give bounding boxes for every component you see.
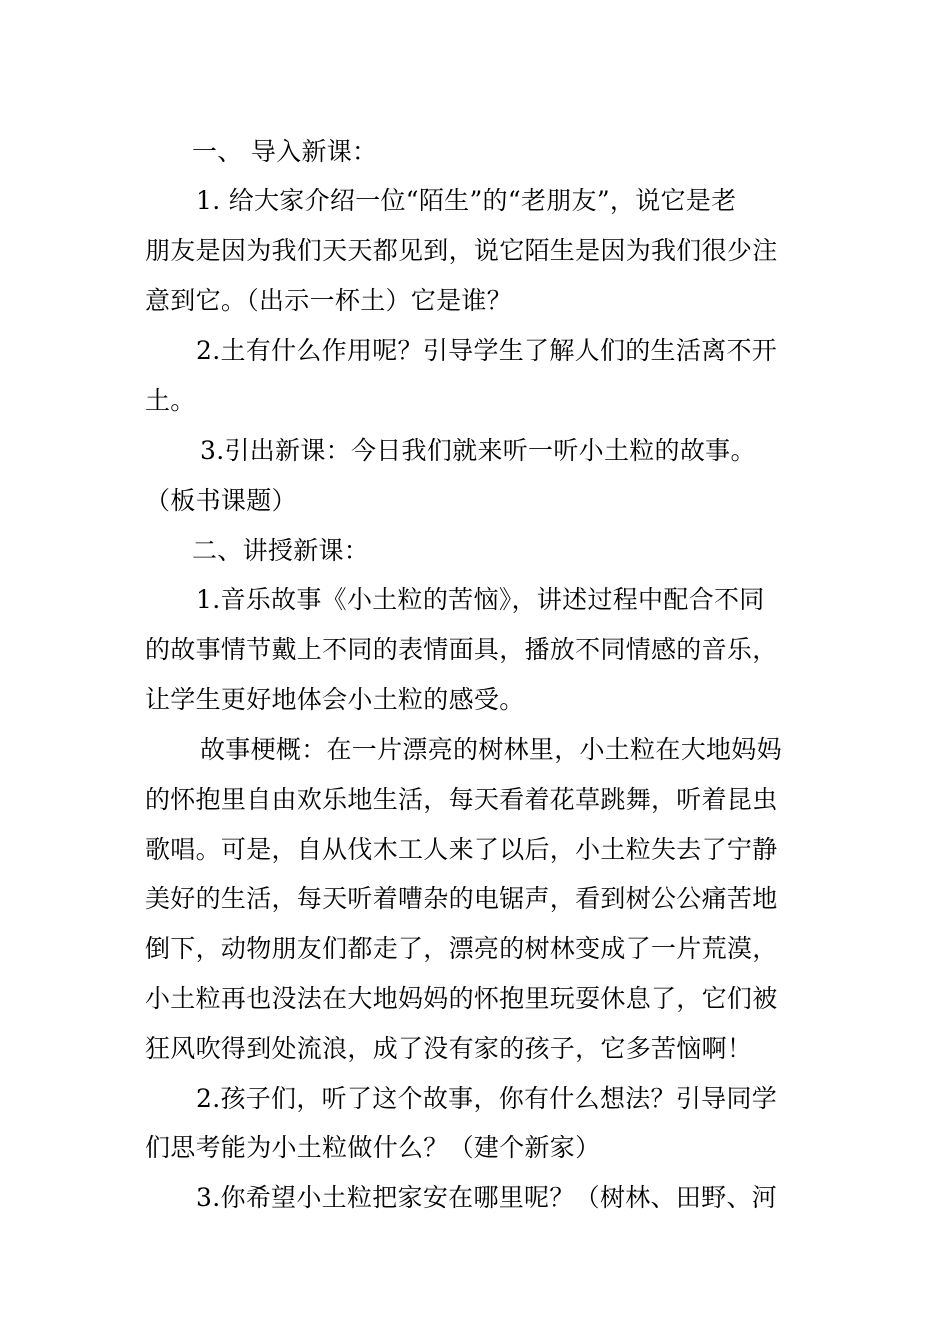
paragraph-line: 们思考能为小土粒做什么？（建个新家） bbox=[145, 1133, 601, 1162]
paragraph-line: 3.引出新课：今日我们就来听一听小土粒的故事。 bbox=[200, 436, 756, 465]
paragraph-line: 狂风吹得到处流浪，成了没有家的孩子，它多苦恼啊！ bbox=[145, 1034, 753, 1063]
paragraph-line: 歌唱。可是，自从伐木工人来了以后，小土粒失去了宁静 bbox=[145, 835, 778, 864]
paragraph-line: 1.音乐故事《小土粒的苦恼》，讲述过程中配合不同 bbox=[196, 585, 765, 614]
section-heading-intro: 一、 导入新课： bbox=[192, 137, 378, 166]
paragraph-line: 的怀抱里自由欢乐地生活，每天看着花草跳舞，听着昆虫 bbox=[145, 785, 778, 814]
paragraph-line: 美好的生活，每天听着嘈杂的电锯声，看到树公公痛苦地 bbox=[145, 884, 778, 913]
paragraph-line: 故事梗概：在一片漂亮的树林里，小土粒在大地妈妈 bbox=[200, 735, 782, 764]
paragraph-line: 土。 bbox=[145, 386, 196, 415]
paragraph-line: 3.你希望小土粒把家安在哪里呢？（树林、田野、河 bbox=[196, 1183, 778, 1212]
paragraph-line: 让学生更好地体会小土粒的感受。 bbox=[145, 685, 525, 714]
paragraph-line: 1. 给大家介绍一位“陌生”的“老朋友”，说它是老 bbox=[196, 186, 737, 215]
paragraph-line: 朋友是因为我们天天都见到，说它陌生是因为我们很少注 bbox=[145, 236, 778, 265]
paragraph-line: 小土粒再也没法在大地妈妈的怀抱里玩耍休息了，它们被 bbox=[145, 984, 778, 1013]
paragraph-line: 意到它。（出示一杯土）它是谁？ bbox=[145, 286, 513, 315]
paragraph-line: 倒下，动物朋友们都走了，漂亮的树林变成了一片荒漠， bbox=[145, 934, 778, 963]
section-heading-lesson: 二、讲授新课： bbox=[192, 536, 370, 565]
paragraph-line: （板书课题） bbox=[145, 486, 297, 515]
paragraph-line: 的故事情节戴上不同的表情面具，播放不同情感的音乐， bbox=[145, 635, 778, 664]
paragraph-line: 2.孩子们，听了这个故事，你有什么想法？引导同学 bbox=[196, 1084, 778, 1113]
paragraph-line: 2.土有什么作用呢？引导学生了解人们的生活离不开 bbox=[196, 336, 778, 365]
